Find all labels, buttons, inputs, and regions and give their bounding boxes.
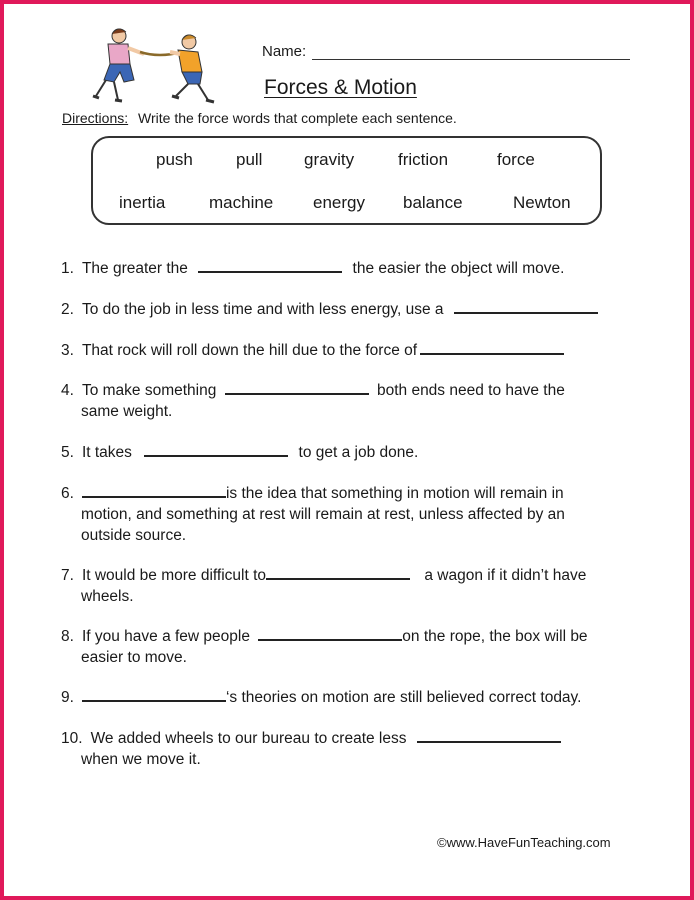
question-text: easier to move. [81,649,187,666]
answer-blank[interactable] [225,379,369,395]
question-text: outside source. [81,527,187,544]
question-number: 3. [61,342,74,359]
question-9 [61,686,651,708]
answer-blank[interactable] [266,564,410,580]
word-bank-item: machine [209,193,274,212]
word-bank-item: pull [236,150,263,169]
question-4 [61,379,651,422]
question-text: motion, and something at rest will remain at rest, unless affected by an [81,506,565,523]
question-number: 9. [61,689,74,706]
question-number: 10. [61,730,83,747]
answer-blank[interactable] [82,482,226,498]
word-bank-item: push [156,150,193,169]
answer-blank[interactable] [144,441,288,457]
question-text: is the idea that something in motion will remain in [225,485,564,502]
question-text: The greater the [81,260,188,277]
question-text: the easier the object will move. [352,260,565,277]
question-text: That rock will roll down the hill due to the force of [81,342,418,359]
word-bank-item: force [497,150,535,169]
question-text: both ends need to have the [376,382,565,399]
answer-blank[interactable] [82,686,226,702]
word-bank-item: gravity [304,150,355,169]
answer-blank[interactable] [198,257,342,273]
answer-blank[interactable] [417,727,561,743]
word-bank-item: energy [313,193,365,212]
question-number: 1. [61,260,74,277]
question-text: It would be more difficult to [81,567,267,584]
question-text: a wagon if it didn’t have [424,567,587,584]
name-label: Name: [262,43,307,60]
question-5 [61,441,651,463]
question-text: To make something [81,382,217,399]
question-1 [61,257,651,279]
question-text: It takes [81,444,132,461]
question-number: 2. [61,301,74,318]
question-text: when we move it. [81,751,201,768]
question-text: We added wheels to our bureau to create less [90,730,407,747]
name-blank[interactable] [312,45,630,60]
question-text: to get a job done. [298,444,419,461]
tug-of-war-illustration [84,22,222,104]
question-text: ‘s theories on motion are still believed correct today. [225,689,582,706]
name-field [262,43,630,60]
question-2 [61,298,651,320]
word-bank-item: inertia [119,193,166,212]
directions-label: Directions: [62,110,129,126]
word-bank [91,136,602,225]
question-8 [61,625,651,668]
question-6 [61,482,651,546]
question-number: 6. [61,485,74,502]
copyright-footer: ©www.HaveFunTeaching.com [437,835,611,850]
answer-blank[interactable] [454,298,598,314]
question-number: 8. [61,628,74,645]
question-7 [61,564,651,607]
directions-text: Write the force words that complete each sentence. [138,110,457,126]
answer-blank[interactable] [258,625,402,641]
directions [62,110,457,126]
word-bank-item: balance [403,193,463,212]
question-text: same weight. [81,403,173,420]
question-text: wheels. [81,588,134,605]
question-3 [61,339,651,361]
question-text: To do the job in less time and with less energy, use a [81,301,444,318]
word-bank-item: Newton [513,193,571,212]
question-number: 4. [61,382,74,399]
answer-blank[interactable] [420,339,564,355]
question-text: If you have a few people [81,628,250,645]
question-10 [61,727,651,770]
word-bank-item: friction [398,150,449,169]
page-title: Forces & Motion [264,76,417,99]
question-text: on the rope, the box will be [402,628,588,645]
question-number: 7. [61,567,74,584]
question-number: 5. [61,444,74,461]
